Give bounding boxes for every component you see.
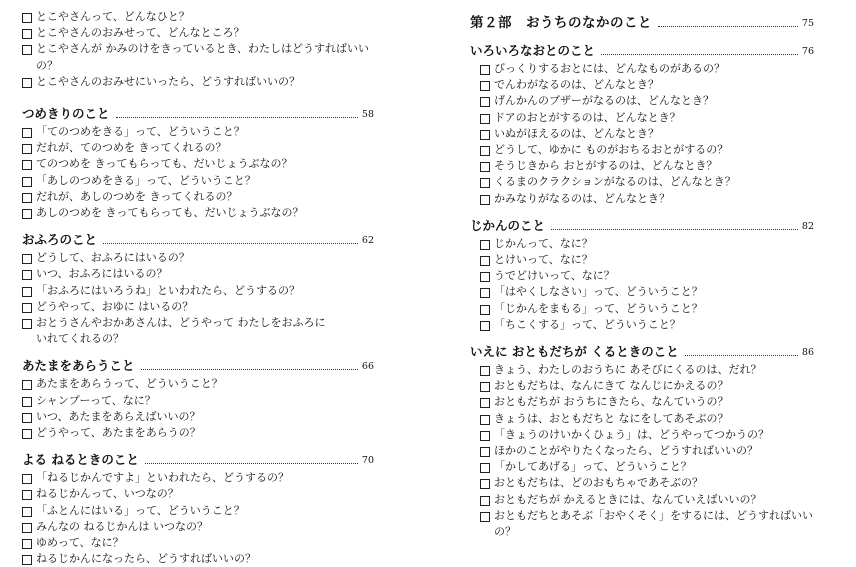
list-item: みんなの ねるじかんは いつなの？: [22, 519, 374, 535]
list-item: とこやさんって、どんなひと？: [22, 9, 374, 25]
checkbox-icon: [480, 256, 490, 266]
checkbox-icon: [480, 178, 490, 188]
list-item: 「はやくしなさい」って、どういうこと？: [480, 284, 814, 300]
list-item: シャンプーって、なに？: [22, 393, 374, 409]
list-item: あたまをあらうって、どういうこと？: [22, 376, 374, 392]
section-heading: [22, 451, 374, 467]
list-item: あしのつめを きってもらっても、だいじょうぶなの？: [22, 205, 374, 221]
checkbox-icon: [480, 288, 490, 298]
list-item-continuation: いれてくれるの？: [36, 332, 124, 346]
section-oto: [470, 42, 814, 207]
list-item: いつ、あたまをあらえばいいの？: [22, 409, 374, 425]
list-item: うでどけいって、なに？: [480, 268, 814, 284]
checkbox-icon: [480, 305, 490, 315]
checkbox-icon: [480, 162, 490, 172]
section-heading: [22, 357, 374, 373]
leader-dots: [551, 229, 798, 230]
section-heading: [22, 231, 374, 247]
checkbox-icon: [480, 272, 490, 282]
section-title: あたまをあらうこと: [22, 358, 135, 374]
checkbox-icon: [480, 382, 490, 392]
checkbox-icon: [480, 431, 490, 441]
leader-dots: [685, 355, 798, 356]
list-item: おともだちは、どのおもちゃであそぶの？: [480, 475, 814, 491]
list-item: 「きょうのけいかくひょう」は、どうやってつかうの？: [480, 427, 814, 443]
page-number: 62: [361, 235, 374, 247]
list-item: げんかんのブザーがなるのは、どんなとき？: [480, 93, 814, 109]
list-item: びっくりするおとには、どんなものがあるの？: [480, 61, 814, 77]
list-item: 「ちこくする」って、どういうこと？: [480, 317, 814, 333]
question-list: [470, 236, 814, 333]
checkbox-icon: [22, 303, 32, 313]
checkbox-icon: [22, 397, 32, 407]
checkbox-icon: [22, 523, 32, 533]
list-item: どうやって、おゆに はいるの？: [22, 299, 374, 315]
checkbox-icon: [22, 193, 32, 203]
list-item: とこやさんが かみのけをきっているとき、わたしはどうすればいいの？: [22, 41, 374, 73]
list-item: 「じかんをまもる」って、どういうこと？: [480, 301, 814, 317]
list-item: 「ふとんにはいる」って、どういうこと？: [22, 503, 374, 519]
list-item: ねるじかんになったら、どうすればいいの？: [22, 551, 374, 567]
list-item: とこやさんのおみせって、どんなところ？: [22, 25, 374, 41]
checkbox-icon: [480, 146, 490, 156]
checkbox-icon: [480, 97, 490, 107]
checkbox-icon: [480, 398, 490, 408]
list-item: いぬがほえるのは、どんなとき？: [480, 126, 814, 142]
list-item: どうやって、あたまをあらうの？: [22, 425, 374, 441]
checkbox-icon: [22, 429, 32, 439]
list-item: ねるじかんって、いつなの？: [22, 486, 374, 502]
list-item: とこやさんのおみせにいったら、どうすればいいの？: [22, 74, 374, 90]
list-item: きょう、わたしのおうちに あそびにくるのは、だれ？: [480, 362, 814, 378]
question-list: [22, 376, 374, 441]
checkbox-icon: [22, 555, 32, 565]
section-atama: [22, 357, 374, 441]
part-heading: [470, 14, 814, 30]
list-item: 「かしてあげる」って、どういうこと？: [480, 459, 814, 475]
checkbox-icon: [480, 240, 490, 250]
list-item: そうじきから おとがするのは、どんなとき？: [480, 158, 814, 174]
section-title: いえに おともだちが くるときのこと: [470, 344, 679, 360]
list-item: かみなりがなるのは、どんなとき？: [480, 191, 814, 207]
checkbox-icon: [480, 195, 490, 205]
list-item: ドアのおとがするのは、どんなとき？: [480, 110, 814, 126]
list-item: おともだちとあそぶ「おやくそく」をするには、どうすればいいの？: [480, 508, 814, 540]
checkbox-icon: [22, 380, 32, 390]
section-neru: [22, 451, 374, 567]
part-title: 第２部 おうちのなかのこと: [470, 15, 652, 31]
list-item: 「おふろにはいろうね」といわれたら、どうするの？: [22, 283, 374, 299]
checkbox-icon: [480, 81, 490, 91]
list-item: てのつめを きってもらっても、だいじょうぶなの？: [22, 156, 374, 172]
list-item: いつ、おふろにはいるの？: [22, 266, 374, 282]
section-title: じかんのこと: [470, 217, 546, 233]
section-title: おふろのこと: [22, 232, 98, 248]
checkbox-icon: [480, 114, 490, 124]
checkbox-icon: [480, 130, 490, 140]
question-list: [22, 250, 374, 347]
question-list: [470, 362, 814, 540]
list-item: 「ねるじかんですよ」といわれたら、どうするの？: [22, 470, 374, 486]
checkbox-icon: [22, 29, 32, 39]
checkbox-icon: [22, 254, 32, 264]
section-title: つめきりのこと: [22, 106, 110, 122]
section-otomodachi: [470, 343, 814, 540]
checkbox-icon: [22, 45, 32, 55]
list-item: おともだちが おうちにきたら、なんていうの？: [480, 394, 814, 410]
page-number: 82: [801, 220, 814, 232]
list-item: でんわがなるのは、どんなとき？: [480, 77, 814, 93]
list-item: おとうさんやおかあさんは、どうやって わたしをおふろに: [22, 315, 374, 331]
page-number: 66: [361, 361, 374, 373]
checkbox-icon: [22, 209, 32, 219]
checkbox-icon: [480, 65, 490, 75]
checkbox-icon: [480, 366, 490, 376]
section-heading: [470, 217, 814, 233]
list-item: 「てのつめをきる」って、どういうこと？: [22, 124, 374, 140]
checkbox-icon: [22, 144, 32, 154]
page-number: 76: [801, 46, 814, 57]
checkbox-icon: [22, 539, 32, 549]
list-item: おともだちは、なんにきて なんじにかえるの？: [480, 378, 814, 394]
leader-dots: [103, 243, 358, 244]
checkbox-icon: [22, 270, 32, 280]
section-ofuro: [22, 231, 374, 347]
list-item: きょうは、おともだちと なにをしてあそぶの？: [480, 411, 814, 427]
right-page: [470, 0, 814, 540]
left-page: [22, 0, 374, 567]
checkbox-icon: [480, 447, 490, 457]
checkbox-icon: [22, 177, 32, 187]
leader-dots: [601, 54, 798, 55]
checkbox-icon: [22, 319, 32, 329]
checkbox-icon: [22, 413, 32, 423]
checkbox-icon: [22, 128, 32, 138]
section-title: いろいろなおとのこと: [470, 43, 596, 58]
list-item: とけいって、なに？: [480, 252, 814, 268]
checkbox-icon: [22, 13, 32, 23]
question-list: [470, 61, 814, 207]
leader-dots: [116, 117, 358, 118]
list-item: ほかのことがやりたくなったら、どうすればいいの？: [480, 443, 814, 459]
question-list: [22, 470, 374, 567]
top-items: [22, 9, 374, 90]
checkbox-icon: [22, 160, 32, 170]
checkbox-icon: [480, 512, 490, 522]
part-title-row: [470, 14, 814, 30]
list-item: どうして、おふろにはいるの？: [22, 250, 374, 266]
page-number: 75: [801, 18, 814, 29]
section-tsumekiri: [22, 105, 374, 221]
checkbox-icon: [480, 463, 490, 473]
page-number: 70: [361, 455, 374, 467]
list-item: だれが、あしのつめを きってくれるの？: [22, 189, 374, 205]
section-title: よる ねるときのこと: [22, 452, 139, 468]
question-list: [22, 124, 374, 221]
list-item: だれが、てのつめを きってくれるの？: [22, 140, 374, 156]
list-item: おともだちが かえるときには、なんていえばいいの？: [480, 492, 814, 508]
page-number: 58: [361, 109, 374, 121]
checkbox-icon: [480, 321, 490, 331]
section-heading: [470, 343, 814, 359]
checkbox-icon: [22, 474, 32, 484]
list-item: 「あしのつめをきる」って、どういうこと？: [22, 173, 374, 189]
checkbox-icon: [22, 507, 32, 517]
list-item: じかんって、なに？: [480, 236, 814, 252]
leader-dots: [658, 26, 798, 27]
checkbox-icon: [22, 490, 32, 500]
list-item: ゆめって、なに？: [22, 535, 374, 551]
section-heading: [22, 105, 374, 121]
checkbox-icon: [480, 496, 490, 506]
section-heading: [470, 42, 814, 58]
section-jikan: [470, 217, 814, 333]
checkbox-icon: [480, 415, 490, 425]
checkbox-icon: [22, 287, 32, 297]
checkbox-icon: [22, 78, 32, 88]
list-item: くるまのクラクションがなるのは、どんなとき？: [480, 174, 814, 190]
checkbox-icon: [480, 479, 490, 489]
list-item: どうして、ゆかに ものがおちるおとがするの？: [480, 142, 814, 158]
leader-dots: [141, 369, 358, 370]
leader-dots: [145, 463, 358, 464]
page-number: 86: [801, 347, 814, 359]
